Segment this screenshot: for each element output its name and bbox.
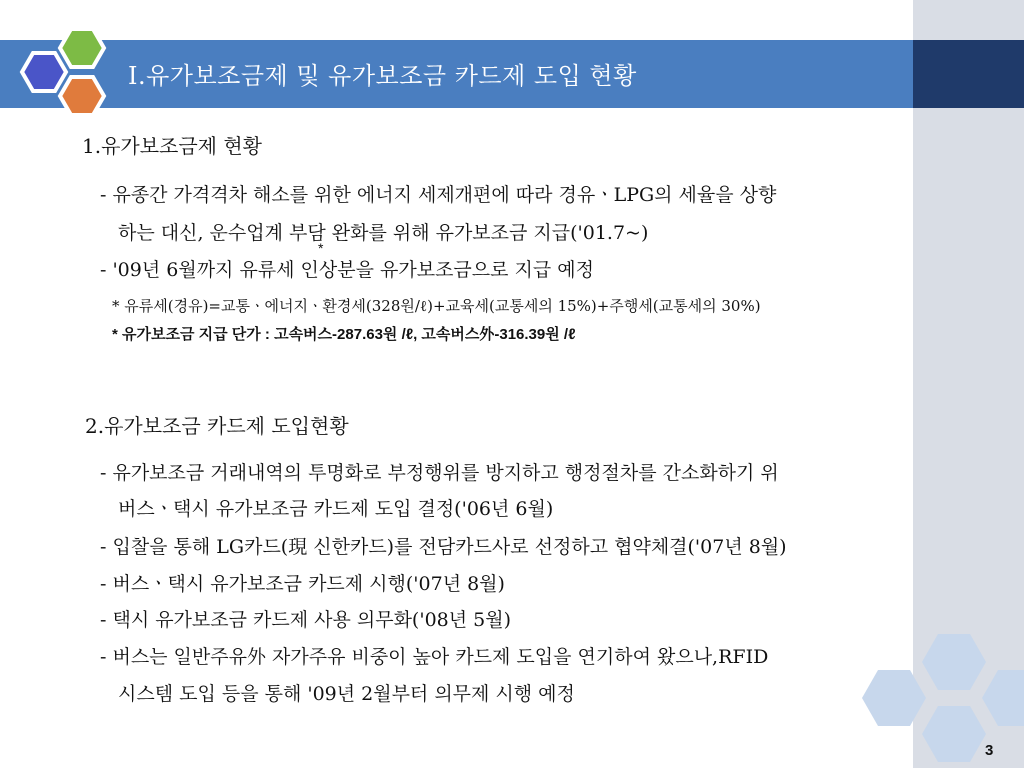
orange-hexagon [60, 77, 104, 115]
subsidy-rate-note: * 유가보조금 지급 단가 : 고속버스-287.63원 /ℓ, 고속버스外-316.39원 /ℓ [112, 326, 576, 343]
footnote-star: * [318, 240, 324, 256]
tax-note: * 유류세(경유)=교통ㆍ에너지ㆍ환경세(328원/ℓ)+교육세(교통세의 15%)+주행세(교통세의 30%) [112, 297, 761, 315]
decorative-hexagons-icon [840, 630, 1024, 768]
section1-line-3: - '09년 6월까지 유류세 인상분을 유가보조금으로 지급 예정 [100, 259, 594, 281]
section2-line-1: - 유가보조금 거래내역의 투명화로 부정행위를 방지하고 행정절차를 간소화하기 위 [100, 462, 779, 484]
blue-hexagon [22, 53, 66, 91]
section1-heading: 1.유가보조금제 현황 [82, 134, 262, 158]
page-number: 3 [985, 742, 994, 759]
section1-line-2: 하는 대신, 운수업계 부담 완화를 위해 유가보조금 지급('01.7~) [118, 222, 649, 244]
green-hexagon [60, 29, 104, 67]
section2-line-2: 버스ㆍ택시 유가보조금 카드제 도입 결정('06년 6월) [118, 498, 554, 520]
section2-line-6: - 버스는 일반주유外 자가주유 비중이 높아 카드제 도입을 연기하여 왔으나,RFID [100, 646, 769, 668]
section2-line-5: - 택시 유가보조금 카드제 사용 의무화('08년 5월) [100, 609, 511, 631]
section2-line-4: - 버스ㆍ택시 유가보조금 카드제 시행('07년 8월) [100, 573, 505, 595]
section2-line-7: 시스템 도입 등을 통해 '09년 2월부터 의무제 시행 예정 [118, 683, 575, 705]
section2-line-3: - 입찰을 통해 LG카드(現 신한카드)를 전담카드사로 선정하고 협약체결('07년 8월) [100, 536, 787, 558]
slide-title: Ⅰ.유가보조금제 및 유가보조금 카드제 도입 현황 [128, 62, 637, 90]
title-bar-accent [913, 40, 1024, 108]
section2-heading: 2.유가보조금 카드제 도입현황 [85, 414, 349, 438]
hexagon-logo-icon [10, 22, 120, 122]
section1-line-1: - 유종간 가격격차 해소를 위한 에너지 세제개편에 따라 경유ㆍLPG의 세율을 상향 [100, 184, 777, 206]
